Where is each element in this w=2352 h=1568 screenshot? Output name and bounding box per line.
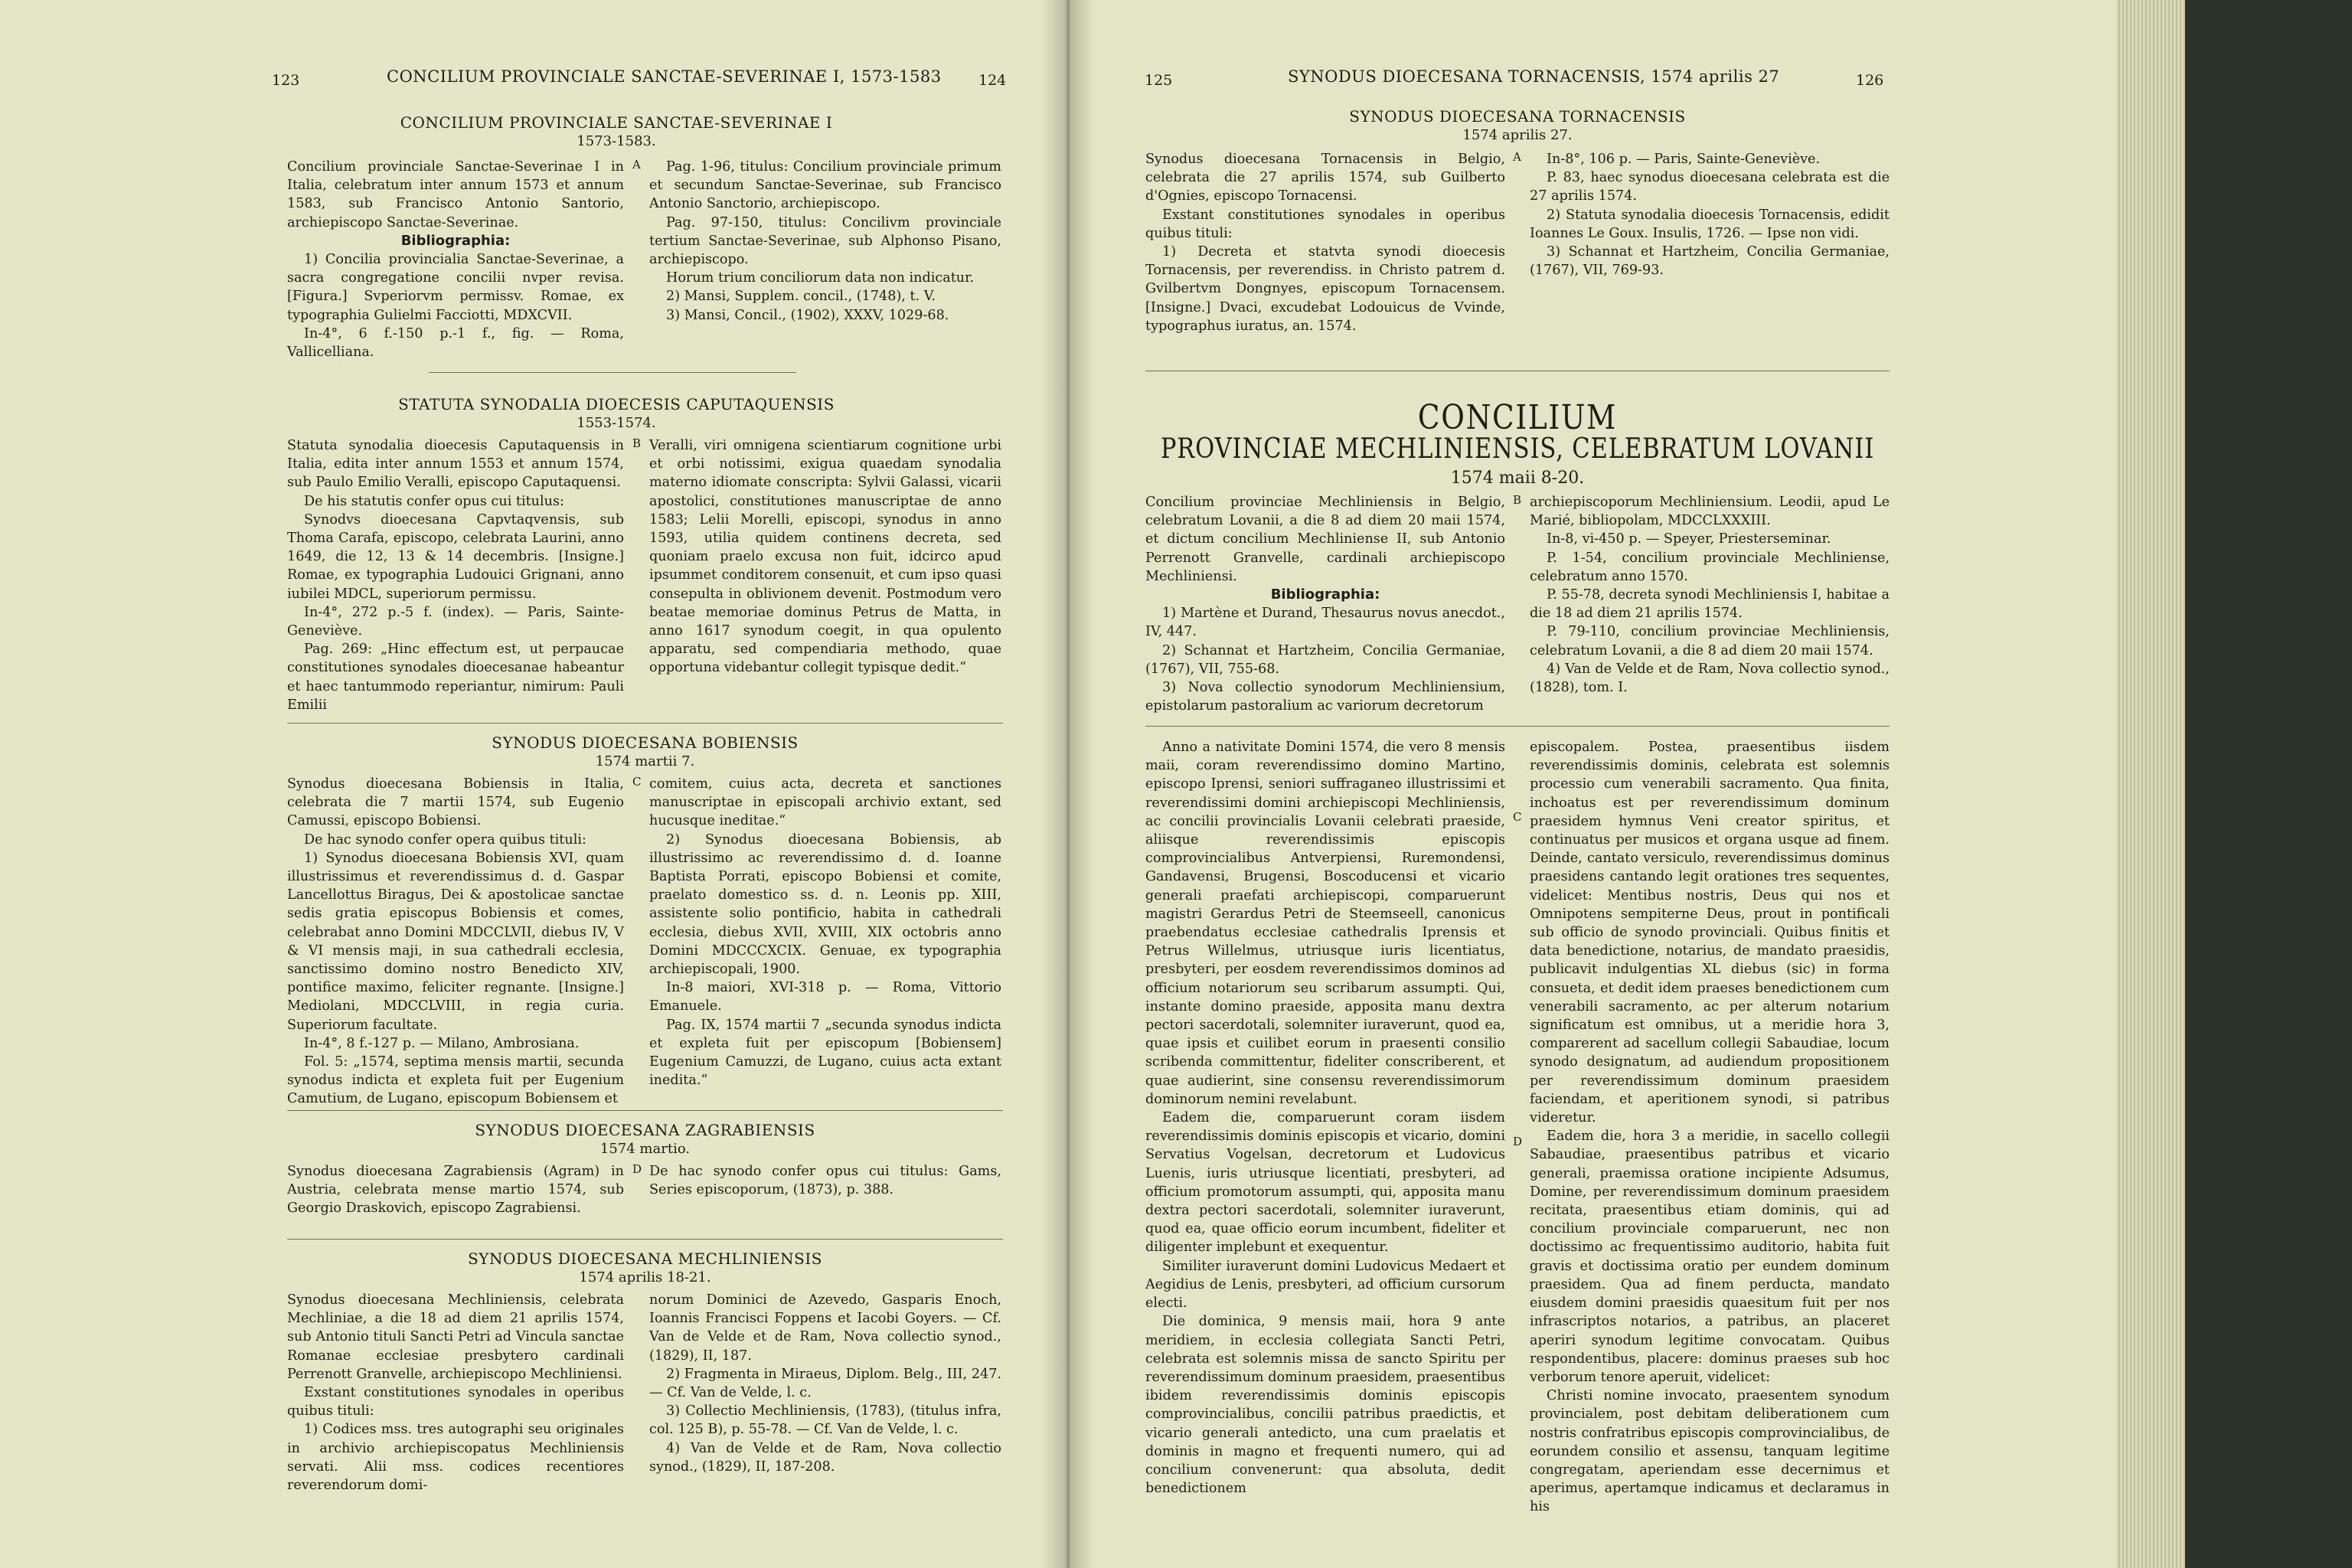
section-date: 1553-1574. bbox=[577, 415, 656, 431]
column-marker: B bbox=[1513, 493, 1522, 507]
paragraph: 4) Van de Velde et de Ram, Nova collectio synod., (1828), tom. I. bbox=[1530, 661, 1890, 696]
page-number-right-b: 126 bbox=[1856, 72, 1884, 89]
section-date: 1574 maii 8-20. bbox=[1450, 469, 1585, 488]
paragraph: Anno a nativitate Domini 1574, die vero 8 mensis maii, coram reverendissimo domino Martino, episcopo Iprensi, seniori suffraganeo illustrissimi et reverendissimi domini archiepiscopi Mechliniensis, ac concilii provincialis Lovanii celebrati praeside, aliisque reverendissimis episcopis comprovincialibus Antverpiensi, Ruremondensi, Gandavensi, Brugensi, Boscoducensi et vicario generali praefati archiepiscopi, comparuerunt magistri Gerardus Petri de Steemseell, canonicus praebendatus ecclesiae cathedralis Iprensis et Petrus Willelmus, utriusque iuris licentiatus, presbyteri, per eosdem reverendissimos dominos ad officium notariorum seu scribarum assumpti. Qui, instante domino praeside, apposita manu dextra pectori sacerdotali, solemniter iuraverunt, quod ea, quae ipsis et cuilibet eorum in praesenti consilio scribenda committentur, fideliter conscriberent, et quae audierint, sine consensu reverendissimorum dominorum nemini revelabunt. bbox=[1145, 740, 1505, 1107]
paragraph: archiepiscoporum Mechliniensium. Leodii, apud Le Marié, bibliopolam, MDCCLXXXIII. bbox=[1530, 495, 1890, 529]
page-number-left-a: 123 bbox=[272, 72, 300, 89]
section-date: 1574 aprilis 18-21. bbox=[579, 1269, 711, 1285]
paragraph: 2) Statuta synodalia dioecesis Tornacensis, edidit Ioannes Le Goux. Insulis, 1726. — Ipse non vidi. bbox=[1530, 207, 1890, 241]
paragraph: Veralli, viri omnigena scientiarum cognitione urbi et orbi notissimi, exigua quaedam synodalia materno idiomate conscripta: Sylvii Galassi, vicarii apostolici, constitutiones manuscriptae de anno 1583; Lelii Morelli, episcopi, synodus in anno 1593, utilia quidem continens decreta, sed quoniam praelo excusa non fuit, idcirco apud ipsummet conditorem consenuit, et cum ipso quasi consepulta in oblivionem devenit. Postmodum vero beatae memoriae dominus Petrus de Matta, in anno 1617 synodum coegit, in qua opulento apparatu, sed compendiaria methodo, quae opportuna videbantur collegit typisque dedit.“ bbox=[649, 438, 1001, 676]
paragraph: Pag. 97-150, titulus: Concilivm provinciale tertium Sanctae-Severinae, sub Alphonso Pisano, archiepiscopo. bbox=[649, 214, 1001, 268]
s2-col2 bbox=[649, 436, 1001, 678]
section-rule bbox=[287, 723, 1003, 724]
paragraph: 4) Van de Velde et de Ram, Nova collectio synod., (1829), II, 187-208. bbox=[649, 1440, 1001, 1475]
column-marker: D bbox=[1513, 1135, 1523, 1148]
rs1-col2 bbox=[1530, 150, 1890, 279]
paragraph: 1) Decreta et statvta synodi dioecesis Tornacensis, per reverendiss. in Christo patrem d. Gvilbertvm Dongnyes, episcopum Tornacensem. [Insigne.] Dvaci, excudebat Lodouicus de Vvinde, typographus iuratus, an. 1574. bbox=[1145, 244, 1505, 334]
paragraph: Fol. 5: „1574, septima mensis martii, secunda synodus indicta et expleta fuit per Eugenium Camutium, de Lugano, episcopum Bobiensem et bbox=[287, 1054, 624, 1107]
rs2-col2 bbox=[1530, 493, 1890, 697]
column-marker: A bbox=[1513, 150, 1521, 164]
paragraph: In-4°, 272 p.-5 f. (index). — Paris, Sainte-Geneviève. bbox=[287, 604, 624, 639]
section-title: SYNODUS DIOECESANA MECHLINIENSIS bbox=[468, 1250, 822, 1268]
section-date: 1573-1583. bbox=[577, 133, 656, 149]
paragraph: 3) Collectio Mechliniensis, (1783), (titulus infra, col. 125 B), p. 55-78. — Cf. Van de Velde, l. c. bbox=[649, 1403, 1001, 1438]
paragraph: 2) Fragmenta in Miraeus, Diplom. Belg., III, 247. — Cf. Van de Velde, l. c. bbox=[649, 1366, 1001, 1401]
section-title: SYNODUS DIOECESANA TORNACENSIS bbox=[1349, 107, 1686, 126]
s4-col1 bbox=[287, 1162, 624, 1218]
section-date: 1574 aprilis 27. bbox=[1462, 127, 1573, 143]
paragraph: Christi nomine invocato, praesentem synodum provincialem, post debitam deliberationem cum nostris confratribus episcopis comprovincialibus, de eorundem consilio et assensu, tanquam legitime congregatam, aperiendam esse decernimus et aperimus, apertamque indicamus et declaramus in his bbox=[1530, 1388, 1890, 1515]
paragraph: 2) Schannat et Hartzheim, Concilia Germaniae, (1767), VII, 755-68. bbox=[1145, 642, 1505, 677]
section-date: 1574 martii 7. bbox=[595, 753, 695, 769]
section-rule bbox=[287, 1239, 1003, 1240]
paragraph: P. 79-110, concilium provinciae Mechliniensis, celebratum Lovanii, a die 8 ad diem 20 maii 1574. bbox=[1530, 624, 1890, 658]
paragraph: norum Dominici de Azevedo, Gasparis Enoch, Ioannis Francisci Foppens et Iacobi Goyers. — Cf. Van de Velde et de Ram, Nova collectio synod., (1829), II, 187. bbox=[649, 1292, 1001, 1364]
s3-col2 bbox=[649, 775, 1001, 1089]
s4-col2 bbox=[649, 1162, 1001, 1199]
section-title: CONCILIUM PROVINCIALE SANCTAE-SEVERINAE I bbox=[400, 113, 833, 132]
section-title: SYNODUS DIOECESANA ZAGRABIENSIS bbox=[475, 1121, 815, 1139]
paragraph: Concilium provinciale Sanctae-Severinae I in Italia, celebratum inter annum 1573 et annum 1583, sub Francisco Antonio Santorio, archiepiscopo Sanctae-Severinae. bbox=[287, 159, 624, 230]
paragraph: Concilium provinciae Mechliniensis in Belgio, celebratum Lovanii, a die 8 ad diem 20 maii 1574, et dictum concilium Mechliniense II, sub Antonio Perrenott Granvelle, cardinali archiepiscopo Mechliniensi. bbox=[1145, 495, 1505, 584]
running-head-left: CONCILIUM PROVINCIALE SANCTAE-SEVERINAE I, 1573-1583 bbox=[387, 67, 942, 86]
right-page bbox=[1066, 0, 2116, 1568]
paragraph: Die dominica, 9 mensis maii, hora 9 ante meridiem, in ecclesia collegiata Sancti Petri, celebrata est solemnis missa de sancto Spiritu per reverendissimum dominum praesidem, praesentibus ibidem reverendissimis dominis episcopis comprovincialibus, concilii patribus praedictis, et vicario generali antedicto, una cum praelatis et dominis in magno et frequenti numero, qui ad concilium convenerunt: qua absoluta, dedit benedictionem bbox=[1145, 1314, 1505, 1497]
column-marker: D bbox=[632, 1162, 642, 1176]
paragraph: Horum trium conciliorum data non indicatur. bbox=[666, 270, 975, 286]
paragraph: comitem, cuius acta, decreta et sanctiones manuscriptae in episcopali archivio extant, sed hucusque ineditae.“ bbox=[649, 776, 1001, 829]
left-page bbox=[0, 0, 1066, 1568]
paragraph: P. 55-78, decreta synodi Mechliniensis I, habitae a die 18 ad diem 21 aprilis 1574. bbox=[1530, 587, 1890, 622]
paragraph: De his statutis confer opus cui titulus: bbox=[304, 493, 564, 509]
paragraph: Exstant constitutiones synodales in operibus quibus tituli: bbox=[1145, 207, 1505, 241]
column-marker: A bbox=[632, 158, 641, 172]
paragraph: De hac synodo confer opera quibus tituli: bbox=[304, 831, 586, 848]
section-title: SYNODUS DIOECESANA BOBIENSIS bbox=[492, 733, 799, 752]
rs3-col2 bbox=[1530, 738, 1890, 1517]
s5-col1 bbox=[287, 1291, 624, 1494]
paragraph: Synodus dioecesana Mechliniensis, celebrata Mechliniae, a die 18 ad diem 21 aprilis 1574, sub Antonio tituli Sancti Petri ad Vincula sanctae Romanae ecclesiae presbytero cardinali Perrenott Granvelle, archiepiscopo Mechliniensi. bbox=[287, 1292, 624, 1382]
bibliographia-heading: Bibliographia: bbox=[400, 232, 511, 249]
paragraph: Statuta synodalia dioecesis Caputaquensis in Italia, edita inter annum 1553 et annum 1574, sub Paulo Emilio Veralli, episcopo Caputaquensi. bbox=[287, 438, 624, 491]
concilium-title: CONCILIUM bbox=[1417, 398, 1618, 437]
paragraph: 3) Nova collectio synodorum Mechliniensium, epistolarum pastoralium ac variorum decretorum bbox=[1145, 680, 1505, 714]
paragraph: De hac synodo confer opus cui titulus: Gams, Series episcoporum, (1873), p. 388. bbox=[649, 1164, 1001, 1198]
bibliographia-heading: Bibliographia: bbox=[1270, 586, 1380, 603]
section-rule bbox=[1145, 726, 1890, 727]
paragraph: Eadem die, comparuerunt coram iisdem reverendissimis dominis episcopis et vicario, domini Servatius Vogelsan, decretorum et Ludovicus Luenis, iuris utriusque licentiati, presbyteri, ad officium promotorum assumpti, qui, apposita manu dextra pectori sacerdotali, solemniter iuraverunt, quod ea, quae officio eorum incumbent, fideliter et diligenter implebunt et exequentur. bbox=[1145, 1110, 1505, 1256]
paragraph: Pag. 1-96, titulus: Concilium provinciale primum et secundum Sanctae-Severinae, sub Francisco Antonio Sanctorio, archiepiscopo. bbox=[649, 159, 1001, 212]
paragraph: 1) Codices mss. tres autographi seu originales in archivio archiepiscopatus Mechliniensis servati. Alii mss. codices recentiores reverendorum domi- bbox=[287, 1422, 624, 1494]
s2-col1 bbox=[287, 436, 624, 714]
paragraph: Synodus dioecesana Tornacensis in Belgio, celebrata die 27 aprilis 1574, sub Guilberto d'Ognies, episcopo Tornacensi. bbox=[1145, 152, 1505, 204]
paragraph: 2) Synodus dioecesana Bobiensis, ab illustrissimo ac reverendissimo d. d. Ioanne Baptista Porrati, episcopo Bobiensi et comite, praelato domestico ss. d. n. Leonis pp. XIII, assistente solio pontificio, habita in cathedrali ecclesia, diebus XVII, XVIII, XIX octobris anno Domini MDCCCXCIX. Genuae, ex typographia archiepiscopali, 1900. bbox=[649, 831, 1001, 978]
paragraph: P. 83, haec synodus dioecesana celebrata est die 27 aprilis 1574. bbox=[1530, 170, 1890, 204]
column-marker: B bbox=[632, 436, 642, 450]
running-head-right: SYNODUS DIOECESANA TORNACENSIS, 1574 aprilis 27 bbox=[1288, 67, 1780, 86]
concilium-subtitle: PROVINCIAE MECHLINIENSIS, CELEBRATUM LOVANII bbox=[1160, 433, 1875, 465]
paragraph: 1) Concilia provincialia Sanctae-Severinae, a sacra congregatione concilii nvper revisa. [Figura.] Svperiorvm permissv. Romae, ex typographia Gulielmi Facciotti, MDXCVII. bbox=[287, 252, 624, 323]
section-title: STATUTA SYNODALIA DIOECESIS CAPUTAQUENSIS bbox=[398, 395, 835, 413]
paragraph: In-4°, 8 f.-127 p. — Milano, Ambrosiana. bbox=[304, 1035, 580, 1051]
paragraph: 2) Mansi, Supplem. concil., (1748), t. V. bbox=[666, 289, 936, 305]
section-rule bbox=[287, 1110, 1003, 1111]
page-number-left-b: 124 bbox=[978, 72, 1007, 89]
paragraph: Pag. IX, 1574 martii 7 „secunda synodus indicta et expleta fuit per episcopum [Bobiensem] Eugenium Camuzzi, de Lugano, cuius acta extant inedita.“ bbox=[649, 1017, 1001, 1089]
page-edges bbox=[2116, 0, 2185, 1568]
paragraph: Synodus dioecesana Bobiensis in Italia, celebrata die 7 martii 1574, sub Eugenio Camussi, episcopo Bobiensi. bbox=[287, 776, 624, 829]
paragraph: episcopalem. Postea, praesentibus iisdem reverendissimis dominis, celebrata est solemnis processio cum venerabili sacramento. Qua finita, inchoatus est per reverendissimum dominum praesidem hymnus Veni creator spiritus, et continuatus per musicos et organa usque ad finem. Deinde, cantato versiculo, reverendissimus dominus praesidens cantando legit orationes tres sequentes, videlicet: Mentibus nostris, Deus qui nos et Omnipotens sempiterne Deus, prout in pontificali sub officio de synodo provinciali. Quibus finitis et data benedictione, notarius, de mandato praesidis, publicavit indulgentias XL diebus (sic) in forma consueta, et dedit idem praeses benedictionem cum venerabili sacramento, ac per alterum notarium significatum est omnibus, ut a meridie hora 3, comparerent ad sacellum collegii Sabaudiae, locum synodo designatum, ad audiendum propositionem per reverendissimum dominum praesidem faciendam, et aperitionem synodi, si patribus videretur. bbox=[1530, 740, 1890, 1126]
section-rule bbox=[429, 372, 796, 373]
paragraph: 3) Schannat et Hartzheim, Concilia Germaniae, (1767), VII, 769-93. bbox=[1530, 244, 1890, 279]
paragraph: Eadem die, hora 3 a meridie, in sacello collegii Sabaudiae, praesentibus patribus et vicario generali, praemissa oratione incipiente Adsumus, Domine, per reverendissimum dominum praesidem recitata, praesentibus etiam dominis, qui ad concilium provinciale comparuerunt, nec non doctissimo ac frequentissimo auditorio, habita fuit gravis et doctissima oratio per eundem dominum praesidem. Qua ad finem perducta, mandato eiusdem domini praesidis quaesitum fuit per nos infrascriptos notarios, a patribus, an placeret aperiri synodum legitime convocatam. Quibus respondentibus, placere: dominus praeses sub hoc verborum tenore aperuit, videlicet: bbox=[1530, 1129, 1890, 1385]
rs1-col1 bbox=[1145, 150, 1505, 335]
book-gutter bbox=[1041, 0, 1095, 1568]
s3-col1 bbox=[287, 775, 624, 1109]
s1-col1 bbox=[287, 158, 624, 361]
paragraph: 1) Synodus dioecesana Bobiensis XVI, quam illustrissimus et reverendissimus d. d. Gaspar Lancellottus Biragus, Dei & apostolicae sanctae sedis gratia episcopus Bobiensis et comes, celebrabat anno Domini MDCCLVII, diebus IV, V & VI mensis maji, in sua cathedrali ecclesia, sanctissimo domino nostro Benedicto XIV, pontifice maximo, feliciter regnante. [Insigne.] Mediolani, MDCCLVIII, in regia curia. Superiorum facultate. bbox=[287, 850, 624, 1033]
s5-col2 bbox=[649, 1291, 1001, 1476]
paragraph: Pag. 269: „Hinc effectum est, ut perpaucae constitutiones synodales dioecesanae habeantur et haec tantummodo reperiantur, nimirum: Pauli Emilii bbox=[287, 642, 624, 713]
column-marker: C bbox=[632, 775, 642, 789]
background-surface bbox=[2185, 0, 2352, 1568]
paragraph: Exstant constitutiones synodales in operibus quibus tituli: bbox=[287, 1385, 624, 1419]
paragraph: Synodvs dioecesana Capvtaqvensis, sub Thoma Carafa, episcopo, celebrata Laurini, anno 1649, die 12, 13 & 14 decembris. [Insigne.] Romae, ex typographia Ludouici Grignani, anno iubilei MDCL, superiorum permissu. bbox=[287, 511, 624, 602]
paragraph: In-8°, 106 p. — Paris, Sainte-Geneviève. bbox=[1547, 152, 1821, 167]
section-date: 1574 martio. bbox=[599, 1141, 691, 1157]
paragraph: In-4°, 6 f.-150 p.-1 f., fig. — Roma, Vallicelliana. bbox=[287, 325, 624, 361]
paragraph: 3) Mansi, Concil., (1902), XXXV, 1029-68. bbox=[666, 307, 949, 323]
page-number-right-a: 125 bbox=[1145, 72, 1173, 89]
paragraph: In-8, vi-450 p. — Speyer, Priesterseminar. bbox=[1547, 531, 1831, 547]
paragraph: P. 1-54, concilium provinciale Mechliniense, celebratum anno 1570. bbox=[1530, 550, 1890, 584]
paragraph: Synodus dioecesana Zagrabiensis (Agram) in Austria, celebrata mense martio 1574, sub Georgio Draskovich, episcopo Zagrabiensi. bbox=[287, 1164, 624, 1217]
paragraph: Similiter iuraverunt domini Ludovicus Medaert et Aegidius de Lenis, presbyteri, ad officium cursorum electi. bbox=[1145, 1258, 1505, 1312]
paragraph: In-8 maiori, XVI-318 p. — Roma, Vittorio Emanuele. bbox=[649, 980, 1001, 1014]
paragraph: 1) Martène et Durand, Thesaurus novus anecdot., IV, 447. bbox=[1145, 606, 1505, 640]
column-marker: C bbox=[1513, 810, 1522, 824]
rs2-col1 bbox=[1145, 493, 1505, 715]
s1-col2 bbox=[649, 158, 1001, 325]
rs3-col1 bbox=[1145, 738, 1505, 1498]
